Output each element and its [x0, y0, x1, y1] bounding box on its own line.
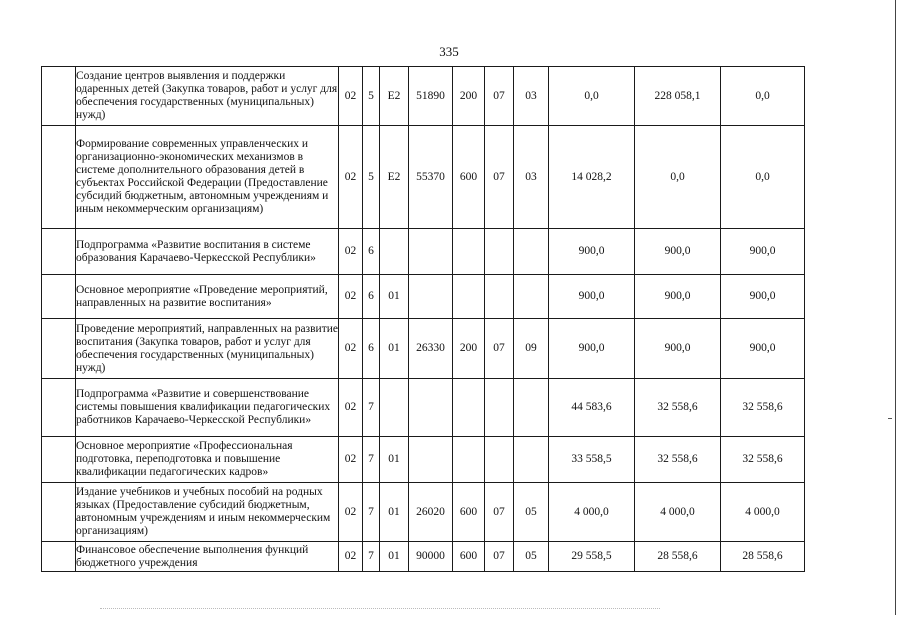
amount-year-2: 28 558,6	[635, 542, 721, 572]
direction-code: 51890	[409, 67, 453, 126]
direction-code	[409, 379, 453, 437]
item-name: Издание учебников и учебных пособий на родных языках (Предоставление субсидий бюджетным, автономным учреждениям и иным некоммерческим организациям)	[76, 483, 339, 542]
table-row	[42, 379, 805, 437]
budget-table	[41, 66, 805, 572]
program-code: 02	[339, 229, 363, 275]
index-cell	[42, 379, 76, 437]
amount-year-3: 32 558,6	[721, 437, 805, 483]
direction-code: 26020	[409, 483, 453, 542]
subsection-code: 03	[514, 67, 549, 126]
amount-year-2: 228 058,1	[635, 67, 721, 126]
index-cell	[42, 67, 76, 126]
table-row	[42, 67, 805, 126]
program-code: 02	[339, 483, 363, 542]
amount-year-2: 900,0	[635, 319, 721, 379]
subprogram-code: 5	[363, 126, 380, 229]
expense-type-code: 600	[453, 542, 485, 572]
subprogram-code: 5	[363, 67, 380, 126]
subprogram-code: 7	[363, 437, 380, 483]
activity-code: 01	[380, 542, 409, 572]
program-code: 02	[339, 126, 363, 229]
section-code: 07	[485, 319, 514, 379]
subsection-code	[514, 229, 549, 275]
program-code: 02	[339, 379, 363, 437]
section-code	[485, 379, 514, 437]
subsection-code	[514, 437, 549, 483]
expense-type-code: 600	[453, 483, 485, 542]
expense-type-code: 200	[453, 67, 485, 126]
item-name: Основное мероприятие «Профессиональная подготовка, переподготовка и повышение квалификации педагогических кадров»	[76, 437, 339, 483]
subsection-code	[514, 379, 549, 437]
table-row	[42, 437, 805, 483]
amount-year-2: 4 000,0	[635, 483, 721, 542]
expense-type-code	[453, 437, 485, 483]
amount-year-3: 900,0	[721, 319, 805, 379]
table-row	[42, 542, 805, 572]
table-row	[42, 319, 805, 379]
scan-edge-line	[895, 0, 896, 615]
table-row	[42, 483, 805, 542]
program-code: 02	[339, 319, 363, 379]
item-name: Подпрограмма «Развитие воспитания в системе образования Карачаево-Черкесской Республики»	[76, 229, 339, 275]
amount-year-2: 0,0	[635, 126, 721, 229]
amount-year-1: 0,0	[549, 67, 635, 126]
amount-year-3: 0,0	[721, 126, 805, 229]
item-name: Основное мероприятие «Проведение мероприятий, направленных на развитие воспитания»	[76, 275, 339, 319]
direction-code: 90000	[409, 542, 453, 572]
direction-code: 55370	[409, 126, 453, 229]
section-code: 07	[485, 542, 514, 572]
subprogram-code: 6	[363, 275, 380, 319]
index-cell	[42, 483, 76, 542]
subsection-code: 03	[514, 126, 549, 229]
amount-year-2: 32 558,6	[635, 437, 721, 483]
program-code: 02	[339, 437, 363, 483]
amount-year-1: 33 558,5	[549, 437, 635, 483]
activity-code	[380, 379, 409, 437]
activity-code: 01	[380, 437, 409, 483]
direction-code: 26330	[409, 319, 453, 379]
amount-year-1: 900,0	[549, 229, 635, 275]
subprogram-code: 7	[363, 542, 380, 572]
activity-code	[380, 229, 409, 275]
scan-edge-mark	[888, 418, 892, 419]
section-code	[485, 229, 514, 275]
activity-code: 01	[380, 483, 409, 542]
subprogram-code: 7	[363, 483, 380, 542]
section-code: 07	[485, 483, 514, 542]
activity-code: 01	[380, 319, 409, 379]
subprogram-code: 6	[363, 229, 380, 275]
subsection-code: 05	[514, 483, 549, 542]
item-name: Подпрограмма «Развитие и совершенствование системы повышения квалификации педагогических работников Карачаево-Черкесской Республики»	[76, 379, 339, 437]
index-cell	[42, 229, 76, 275]
direction-code	[409, 275, 453, 319]
expense-type-code: 600	[453, 126, 485, 229]
amount-year-3: 900,0	[721, 275, 805, 319]
subsection-code	[514, 275, 549, 319]
index-cell	[42, 275, 76, 319]
expense-type-code	[453, 275, 485, 319]
program-code: 02	[339, 67, 363, 126]
section-code	[485, 437, 514, 483]
subprogram-code: 6	[363, 319, 380, 379]
amount-year-3: 4 000,0	[721, 483, 805, 542]
table-row	[42, 275, 805, 319]
scan-artifact-line	[100, 608, 660, 609]
amount-year-3: 900,0	[721, 229, 805, 275]
index-cell	[42, 126, 76, 229]
amount-year-2: 32 558,6	[635, 379, 721, 437]
amount-year-2: 900,0	[635, 275, 721, 319]
expense-type-code: 200	[453, 319, 485, 379]
item-name: Финансовое обеспечение выполнения функций бюджетного учреждения	[76, 542, 339, 572]
amount-year-1: 44 583,6	[549, 379, 635, 437]
section-code	[485, 275, 514, 319]
item-name: Создание центров выявления и поддержки одаренных детей (Закупка товаров, работ и услуг для обеспечения государственных (муниципальных) нужд)	[76, 67, 339, 126]
activity-code: E2	[380, 67, 409, 126]
activity-code: E2	[380, 126, 409, 229]
amount-year-3: 0,0	[721, 67, 805, 126]
item-name: Формирование современных управленческих и организационно-экономических механизмов в системе дополнительного образования детей в субъектах Российской Федерации (Предоставление субсидий бюджетным, автономным учреждениям и иным некоммерческим организациям)	[76, 126, 339, 229]
index-cell	[42, 319, 76, 379]
table-row	[42, 229, 805, 275]
table-row	[42, 126, 805, 229]
subsection-code: 05	[514, 542, 549, 572]
amount-year-1: 4 000,0	[549, 483, 635, 542]
expense-type-code	[453, 229, 485, 275]
index-cell	[42, 542, 76, 572]
subsection-code: 09	[514, 319, 549, 379]
direction-code	[409, 437, 453, 483]
program-code: 02	[339, 275, 363, 319]
amount-year-1: 14 028,2	[549, 126, 635, 229]
amount-year-1: 900,0	[549, 275, 635, 319]
expense-type-code	[453, 379, 485, 437]
section-code: 07	[485, 67, 514, 126]
item-name: Проведение мероприятий, направленных на развитие воспитания (Закупка товаров, работ и услуг для обеспечения государственных (муниципальных) нужд)	[76, 319, 339, 379]
amount-year-3: 32 558,6	[721, 379, 805, 437]
index-cell	[42, 437, 76, 483]
subprogram-code: 7	[363, 379, 380, 437]
amount-year-1: 29 558,5	[549, 542, 635, 572]
amount-year-3: 28 558,6	[721, 542, 805, 572]
page-number: 335	[439, 44, 459, 59]
amount-year-1: 900,0	[549, 319, 635, 379]
program-code: 02	[339, 542, 363, 572]
amount-year-2: 900,0	[635, 229, 721, 275]
direction-code	[409, 229, 453, 275]
activity-code: 01	[380, 275, 409, 319]
section-code: 07	[485, 126, 514, 229]
